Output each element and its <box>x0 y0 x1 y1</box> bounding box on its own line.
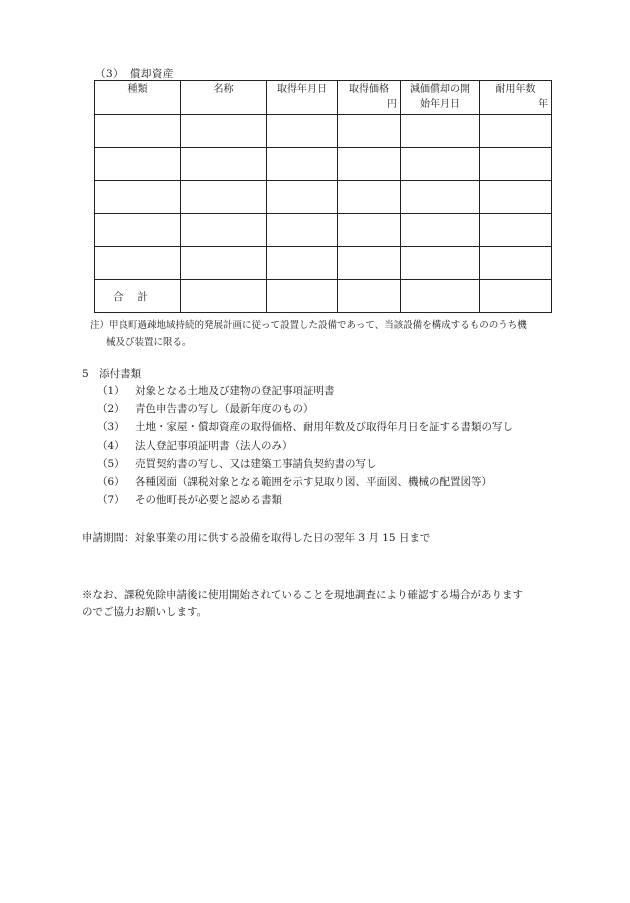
cell[interactable] <box>181 115 267 148</box>
list-item: （4） 法人登記事項証明書（法人のみ） <box>97 439 293 452</box>
unit-years: 年 <box>538 99 548 110</box>
attachment-list <box>97 382 513 509</box>
cell[interactable] <box>338 148 401 181</box>
application-period: 申請期間：対象事業の用に供する設備を取得した日の翌年 3 月 15 日まで <box>82 532 431 544</box>
total-label: 合計 <box>95 280 181 313</box>
table-row <box>95 247 552 280</box>
depreciable-assets-table <box>94 80 552 313</box>
cell[interactable] <box>95 247 181 280</box>
list-item: （2） 青色申告書の写し（最新年度のもの） <box>97 403 314 416</box>
cell[interactable] <box>267 280 338 313</box>
cell[interactable] <box>401 181 480 214</box>
cell[interactable] <box>181 181 267 214</box>
cell[interactable] <box>401 214 480 247</box>
header-useful-life: 耐用年数 年 <box>480 81 552 115</box>
table-header-row <box>95 81 552 115</box>
list-item: （6） 各種図面（課税対象となる範囲を示す見取り図、平面図、機械の配置図等） <box>97 476 492 489</box>
list-item: （5） 売買契約書の写し、又は建築工事請負契約書の写し <box>97 457 377 470</box>
total-row <box>95 280 552 313</box>
list-item: （1） 対象となる土地及び建物の登記事項証明書 <box>97 385 335 397</box>
cell[interactable] <box>338 280 401 313</box>
table-footnote <box>90 317 560 351</box>
unit-yen: 円 <box>387 99 397 110</box>
cell[interactable] <box>267 148 338 181</box>
cell[interactable] <box>181 280 267 313</box>
footnote-line-2: 械及び装置に限る。 <box>106 337 192 348</box>
header-depreciation-start: 減価償却の開 始年月日 <box>401 81 480 115</box>
cell[interactable] <box>480 115 552 148</box>
header-acquisition-price: 取得価格 円 <box>338 81 401 115</box>
header-acquisition-date: 取得年月日 <box>267 81 338 115</box>
table-row <box>95 148 552 181</box>
cell[interactable] <box>480 181 552 214</box>
cell[interactable] <box>267 214 338 247</box>
cell[interactable] <box>95 214 181 247</box>
cell[interactable] <box>181 214 267 247</box>
cell[interactable] <box>95 115 181 148</box>
cell[interactable] <box>480 148 552 181</box>
cell[interactable] <box>338 181 401 214</box>
cell[interactable] <box>401 247 480 280</box>
table-row <box>95 181 552 214</box>
cell[interactable] <box>181 247 267 280</box>
cell[interactable] <box>401 148 480 181</box>
remark-line-1: ※なお、課税免除申請後に使用開始されていることを現地調査により確認する場合があります <box>82 589 523 601</box>
list-item: （7） その他町長が必要と認める書類 <box>97 494 282 507</box>
cell[interactable] <box>95 148 181 181</box>
remark-note <box>82 587 557 621</box>
cell[interactable] <box>181 148 267 181</box>
cell[interactable] <box>267 247 338 280</box>
footnote-line-1: 注）甲良町過疎地域持続的発展計画に従って設置した設備であって、当該設備を構成するもののうち機 <box>90 320 527 331</box>
list-item: （3） 土地・家屋・償却資産の取得価格、耐用年数及び取得年月日を証する書類の写し <box>97 421 513 434</box>
cell[interactable] <box>480 280 552 313</box>
table-row <box>95 214 552 247</box>
cell[interactable] <box>267 115 338 148</box>
header-name: 名称 <box>181 81 267 115</box>
table-row <box>95 115 552 148</box>
cell[interactable] <box>338 115 401 148</box>
header-type: 種類 <box>95 81 181 115</box>
section-3-heading: （3） 償却資産 <box>95 68 174 80</box>
cell[interactable] <box>95 181 181 214</box>
remark-line-2: のでご協力お願いします。 <box>82 606 208 618</box>
cell[interactable] <box>267 181 338 214</box>
cell[interactable] <box>401 115 480 148</box>
cell[interactable] <box>480 247 552 280</box>
cell[interactable] <box>480 214 552 247</box>
section-5-heading: 5 添付書類 <box>82 368 142 380</box>
cell[interactable] <box>338 214 401 247</box>
cell[interactable] <box>338 247 401 280</box>
cell[interactable] <box>401 280 480 313</box>
